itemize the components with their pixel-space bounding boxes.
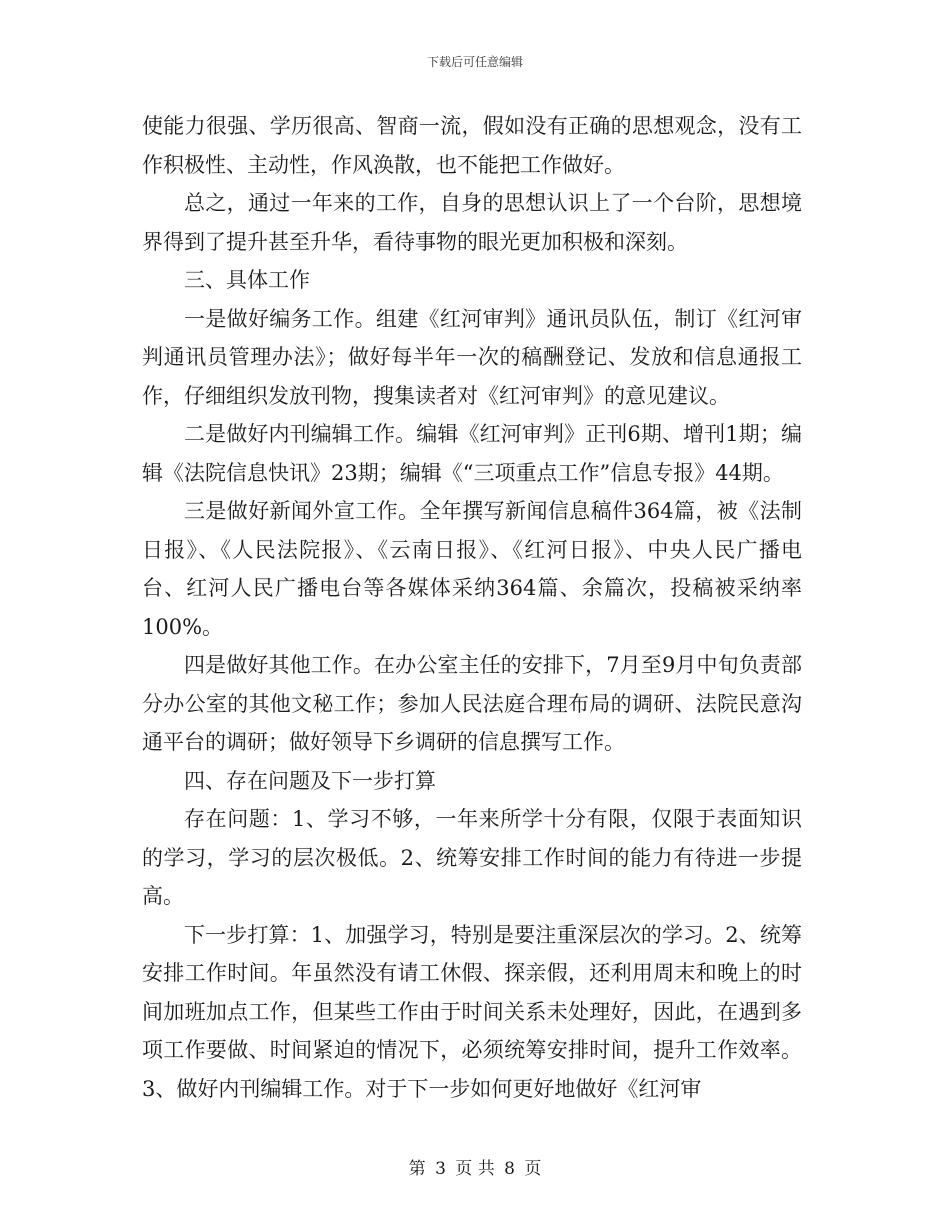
- page-header: 下载后可任意编辑: [426, 55, 523, 69]
- paragraph-1: 使能力很强、学历很高、智商一流，假如没有正确的思想观念，没有工作积极性、主动性，作风涣散，也不能把工作做好。: [142, 114, 802, 177]
- paragraph-2: 总之，通过一年来的工作，自身的思想认识上了一个台阶，思想境界得到了提升甚至升华，看待事物的眼光更加积极和深刻。: [142, 191, 802, 254]
- footer-suffix: 页: [524, 1159, 542, 1179]
- document-body: [142, 107, 802, 1108]
- section-heading-4: 四、存在问题及下一步打算: [184, 768, 436, 793]
- footer-prefix: 第: [408, 1159, 426, 1179]
- paragraph-editorial-work: 一是做好编务工作。组建《红河审判》通讯员队伍，制订《红河审判通讯员管理办法》；做好每半年一次的稿酬登记、发放和信息通报工作，仔细组织发放刊物，搜集读者对《红河审判》的意见建议。: [142, 306, 802, 408]
- section-heading-3: 三、具体工作: [184, 268, 310, 292]
- page-footer: [0, 1154, 950, 1179]
- footer-page-number: 3: [435, 1159, 446, 1179]
- paragraph-problems: 存在问题：1、学习不够，一年来所学十分有限，仅限于表面知识的学习，学习的层次极低。2、统筹安排工作时间的能力有待进一步提高。: [142, 807, 802, 908]
- paragraph-other-work: 四是做好其他工作。在办公室主任的安排下，7月至9月中旬负责部分办公室的其他文秘工作；参加人民法庭合理布局的调研、法院民意沟通平台的调研；做好领导下乡调研的信息撰写工作。: [142, 653, 802, 754]
- paragraph-journal-editing: 二是做好内刊编辑工作。编辑《红河审判》正刊6期、增刊1期；编辑《法院信息快讯》23期；编辑《“三项重点工作”信息专报》44期。: [142, 422, 802, 485]
- footer-middle: 页 共: [455, 1159, 495, 1179]
- footer-total-pages: 8: [504, 1159, 515, 1179]
- paragraph-news-publicity: 三是做好新闻外宣工作。全年撰写新闻信息稿件364篇，被《法制日报》、《人民法院报》、《云南日报》、《红河日报》、中央人民广播电台、红河人民广播电台等各媒体采纳364篇、余篇次，投稿被采纳率100%。: [142, 499, 802, 639]
- paragraph-next-steps: 下一步打算：1、加强学习，特别是要注重深层次的学习。2、统筹安排工作时间。年虽然没有请工休假、探亲假，还利用周末和晚上的时间加班加点工作，但某些工作由于时间关系未处理好，因此，在遇到多项工作要做、时间紧迫的情况下，必须统筹安排时间，提升工作效率。3、做好内刊编辑工作。对于下一步如何更好地做好《红河审: [142, 922, 802, 1101]
